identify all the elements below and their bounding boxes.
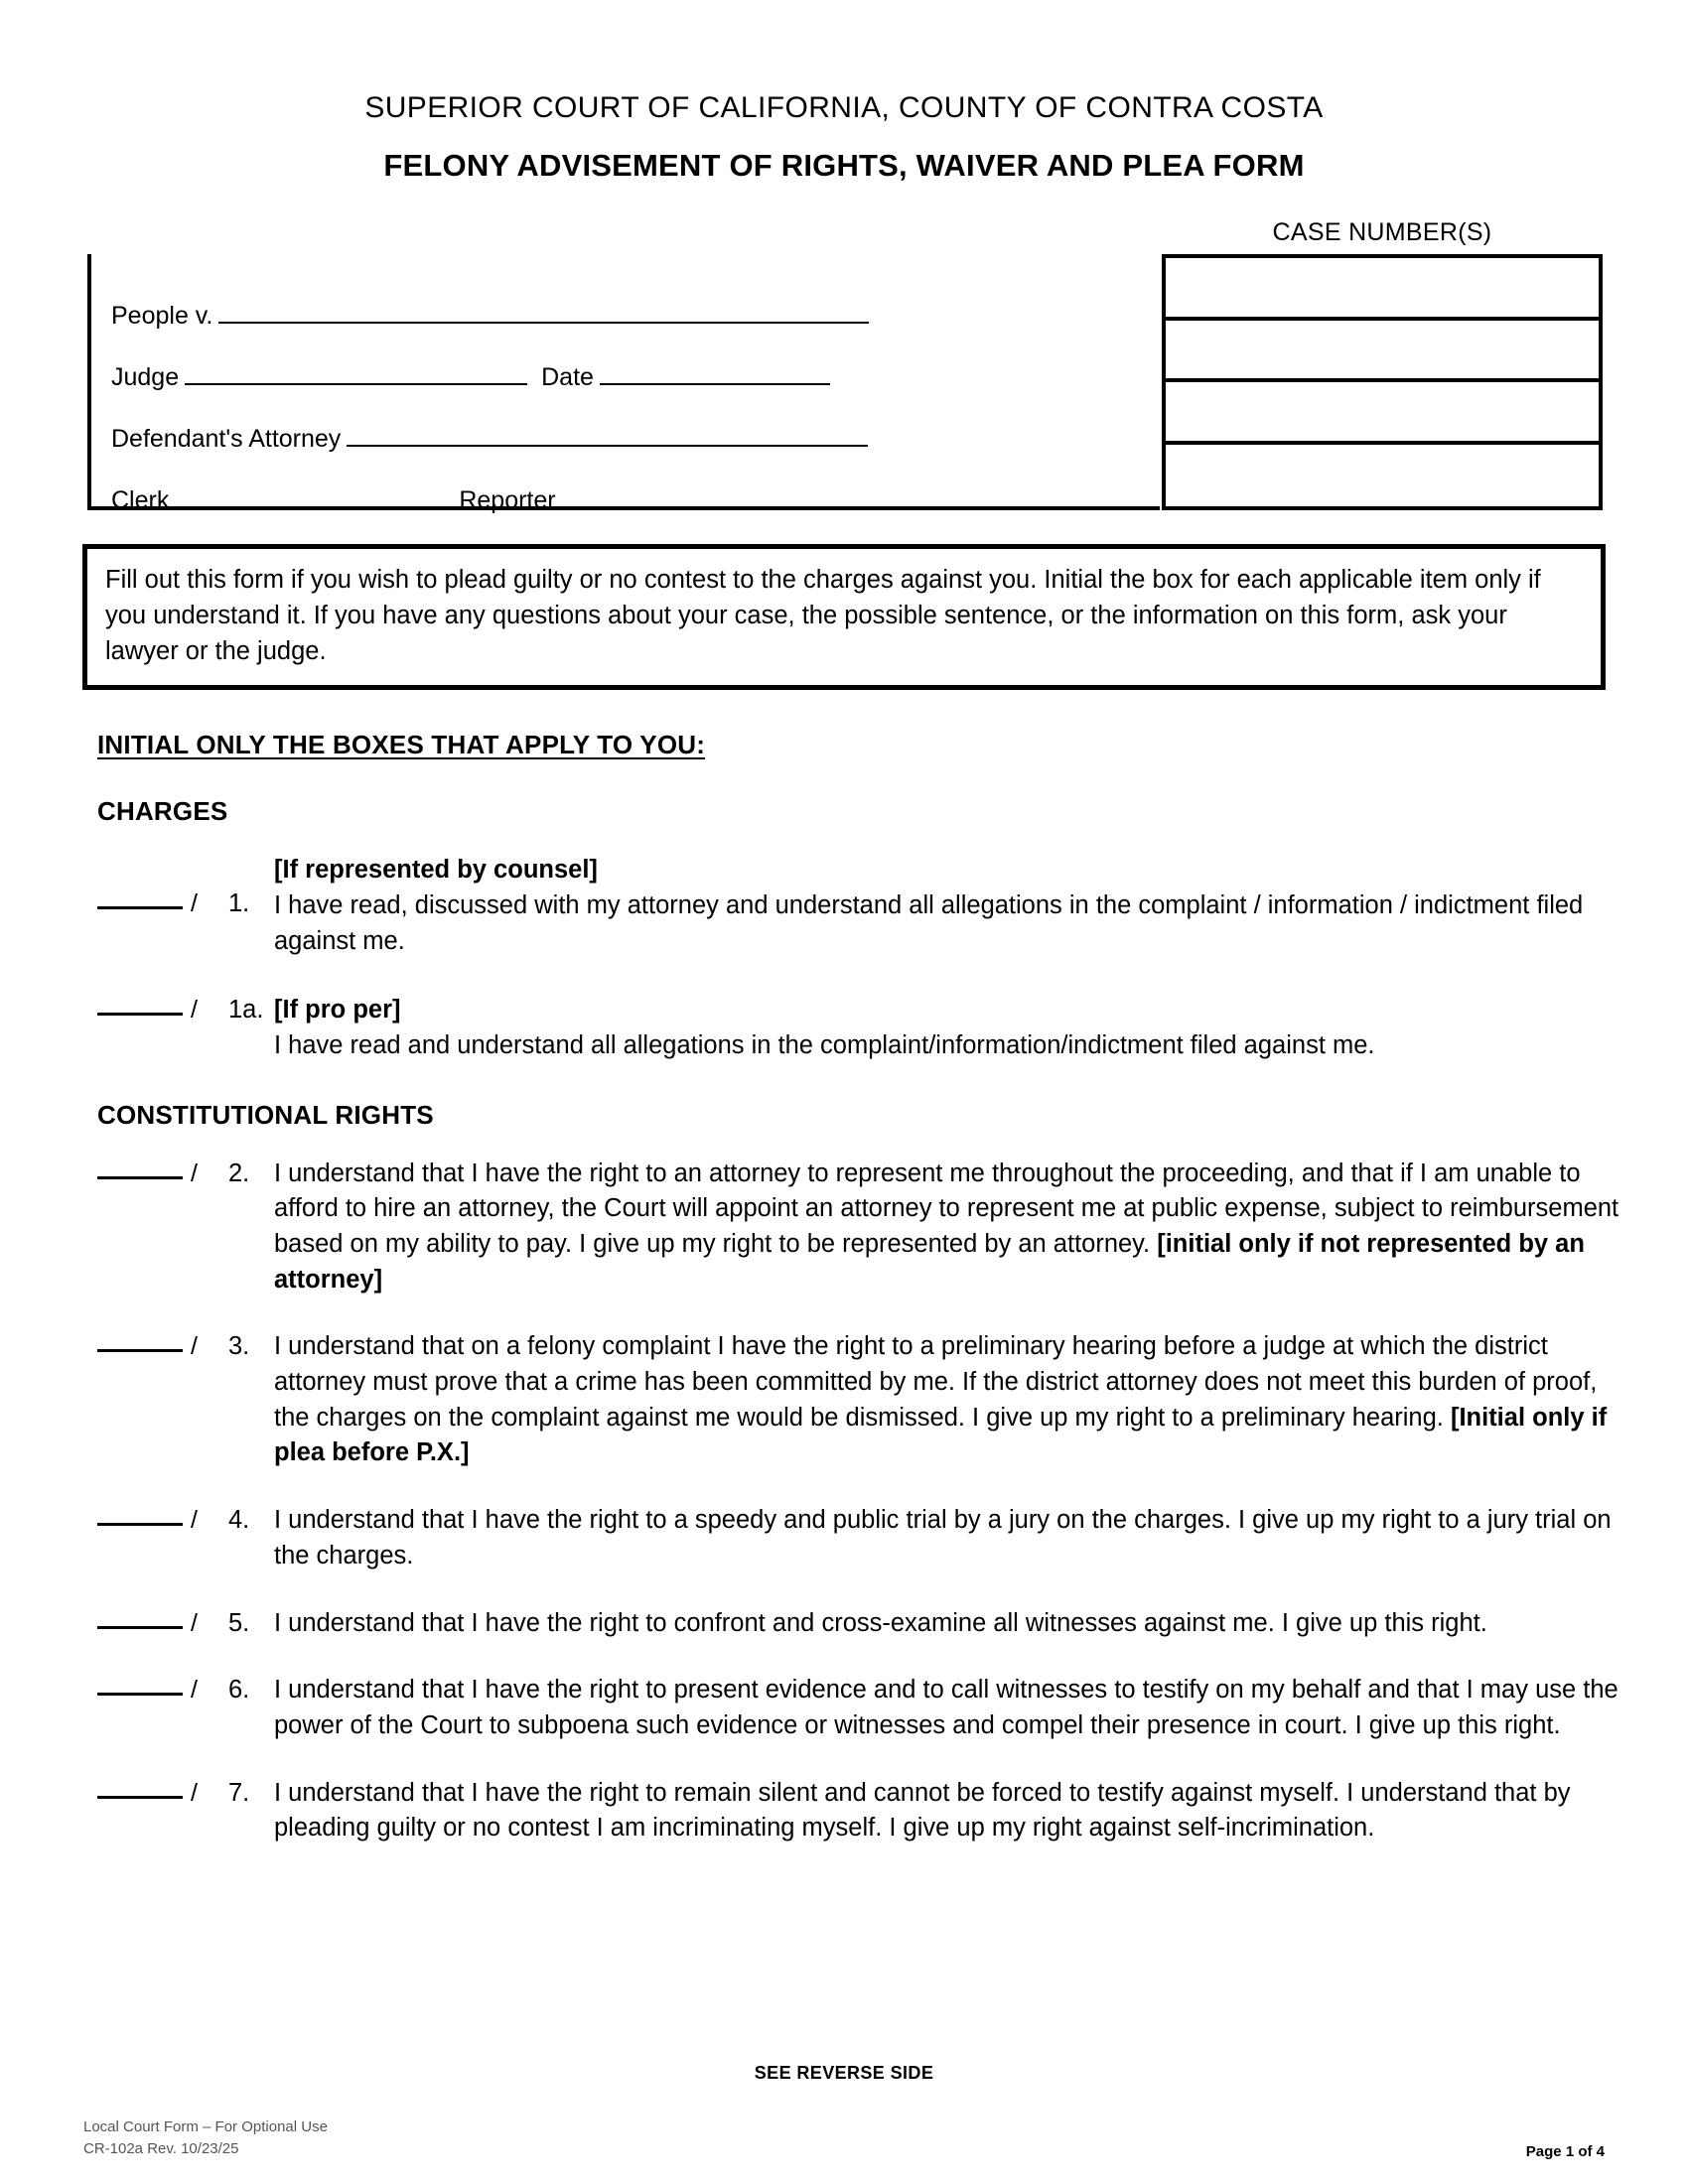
caption-area	[85, 218, 1603, 515]
initial-column	[97, 1606, 216, 1641]
item-row	[97, 1157, 1628, 1298]
initial-input[interactable]	[97, 1348, 183, 1352]
item-text	[274, 1776, 1628, 1846]
page-footer	[83, 2116, 1605, 2160]
item-text	[274, 1673, 1628, 1743]
footer-page-number: Page 1 of 4	[1525, 2142, 1605, 2160]
item-text	[274, 1606, 1628, 1642]
charges-heading: CHARGES	[97, 796, 228, 827]
item-trailing-bold: [initial only if not represented by an attorney]	[274, 1230, 1585, 1294]
item-number: 2.	[228, 1159, 250, 1187]
item-body: I understand that I have the right to confront and cross-examine all witnesses against me. I give up this right.	[274, 1608, 1487, 1637]
case-number-cell[interactable]	[1166, 321, 1599, 383]
item-text	[274, 1503, 1628, 1573]
initial-slash: /	[191, 996, 198, 1024]
item-body: I understand that I have the right to present evidence and to call witnesses to testify on my behalf and that I may use the power of the Court to subpoena such evidence or witnesses and compel their presence in court. I give up this right.	[274, 1676, 1618, 1739]
item-text	[274, 1157, 1628, 1298]
item-number: 6.	[228, 1676, 250, 1705]
initial-only-heading: INITIAL ONLY THE BOXES THAT APPLY TO YOU:	[97, 730, 706, 760]
case-number-box	[1162, 254, 1603, 510]
item-number: 7.	[228, 1778, 250, 1807]
item-lead: [If pro per]	[274, 996, 401, 1024]
item-number: 3.	[228, 1332, 250, 1361]
form-title: FELONY ADVISEMENT OF RIGHTS, WAIVER AND PLEA FORM	[383, 147, 1305, 183]
item-body: I understand that on a felony complaint I have the right to a preliminary hearing before a judge at which the district attorney must prove that a crime has been committed by me. If the district attorney does not meet this burden of proof, the charges on the complaint against me would be dismissed. I give up my right to a preliminary hearing.	[274, 1332, 1598, 1432]
clerk-reporter-row	[111, 486, 850, 515]
item-row	[97, 1776, 1628, 1846]
initial-column	[97, 1776, 216, 1811]
item-body: I understand that I have the right to an attorney to represent me throughout the proceeding, and that if I am unable to afford to hire an attorney, the Court will appoint an attorney to represent me at public expense, subject to reimbursement based on my ability to pay. I give up my right to be represented by an attorney.	[274, 1159, 1619, 1259]
item-row	[97, 1673, 1628, 1743]
item-row	[97, 1503, 1628, 1573]
court-title: SUPERIOR COURT OF CALIFORNIA, COUNTY OF CONTRA COSTA	[364, 91, 1324, 124]
date-label: Date	[541, 363, 594, 392]
title-block	[0, 0, 1688, 183]
case-number-cell[interactable]	[1166, 445, 1599, 507]
clerk-input[interactable]	[175, 486, 445, 508]
reporter-label: Reporter	[459, 486, 556, 515]
item-number: 5.	[228, 1608, 250, 1637]
constitutional-rights-heading: CONSTITUTIONAL RIGHTS	[97, 1099, 434, 1130]
judge-label: Judge	[111, 363, 180, 392]
initial-input[interactable]	[97, 1522, 183, 1526]
item-body: I understand that I have the right to remain silent and cannot be forced to testify against myself. I understand that by pleading guilty or no contest I am incriminating myself. I give up my right against self-incrimination.	[274, 1778, 1571, 1843]
item-text	[274, 993, 1628, 1063]
initial-input[interactable]	[97, 1795, 183, 1799]
defendants-attorney-row	[111, 425, 868, 454]
item-body: I have read and understand all allegations in the complaint/information/indictment filed against me.	[274, 1030, 1375, 1059]
item-trailing-bold: [Initial only if plea before P.X.]	[274, 1403, 1608, 1467]
judge-input[interactable]	[185, 363, 527, 385]
case-number-label: CASE NUMBER(S)	[1272, 218, 1492, 247]
item-row	[97, 1606, 1628, 1642]
clerk-label: Clerk	[111, 486, 170, 515]
footer-form-number: CR-102a Rev. 10/23/25	[83, 2139, 239, 2157]
item-row	[97, 1329, 1628, 1471]
item-text	[274, 853, 1628, 959]
footer-optional-use: Local Court Form – For Optional Use	[83, 2118, 328, 2135]
footer-form-info	[83, 2116, 328, 2160]
instruction-box: Fill out this form if you wish to plead guilty or no contest to the charges against you. Initial the box for each applicable item only if you understand it. If you have any questions about your case, the possible sentence, or the information on this form, ask your lawyer or the judge.	[82, 544, 1606, 690]
item-lead: [If represented by counsel]	[274, 856, 598, 885]
people-v-row	[111, 302, 869, 331]
defendants-attorney-label: Defendant's Attorney	[111, 425, 342, 454]
form-body	[60, 730, 1628, 1846]
item-number: 1a.	[228, 996, 264, 1024]
item-body: I understand that I have the right to a speedy and public trial by a jury on the charges. I give up my right to a jury trial on the charges.	[274, 1506, 1612, 1570]
initial-column	[97, 1329, 216, 1364]
initial-input[interactable]	[97, 1692, 183, 1696]
initial-slash: /	[191, 1332, 198, 1361]
initial-slash: /	[191, 1506, 198, 1535]
initial-column	[97, 993, 216, 1027]
see-reverse-side-note: SEE REVERSE SIDE	[754, 2063, 934, 2083]
people-v-input[interactable]	[218, 302, 869, 324]
initial-input[interactable]	[97, 1625, 183, 1629]
case-number-cell[interactable]	[1166, 382, 1599, 445]
reporter-input[interactable]	[562, 486, 850, 508]
item-body: I have read, discussed with my attorney and understand all allegations in the complaint / information / indictment filed against me.	[274, 890, 1584, 955]
initial-slash: /	[191, 1159, 198, 1187]
initial-slash: /	[191, 889, 198, 918]
case-number-cell[interactable]	[1166, 258, 1599, 321]
item-row	[97, 993, 1628, 1063]
initial-column	[97, 1673, 216, 1707]
date-input[interactable]	[600, 363, 830, 385]
item-number: 1.	[228, 889, 250, 918]
initial-column	[97, 853, 216, 921]
initial-input[interactable]	[97, 905, 183, 909]
initial-column	[97, 1157, 216, 1191]
initial-column	[97, 1503, 216, 1538]
initial-input[interactable]	[97, 1012, 183, 1016]
initial-slash: /	[191, 1608, 198, 1637]
people-v-label: People v.	[111, 302, 213, 331]
item-number: 4.	[228, 1506, 250, 1535]
party-info-box	[87, 254, 1160, 515]
initial-input[interactable]	[97, 1175, 183, 1179]
initial-slash: /	[191, 1778, 198, 1807]
item-row	[97, 853, 1628, 959]
item-text	[274, 1329, 1628, 1471]
initial-slash: /	[191, 1676, 198, 1705]
defendants-attorney-input[interactable]	[347, 425, 868, 447]
judge-date-row	[111, 363, 830, 392]
